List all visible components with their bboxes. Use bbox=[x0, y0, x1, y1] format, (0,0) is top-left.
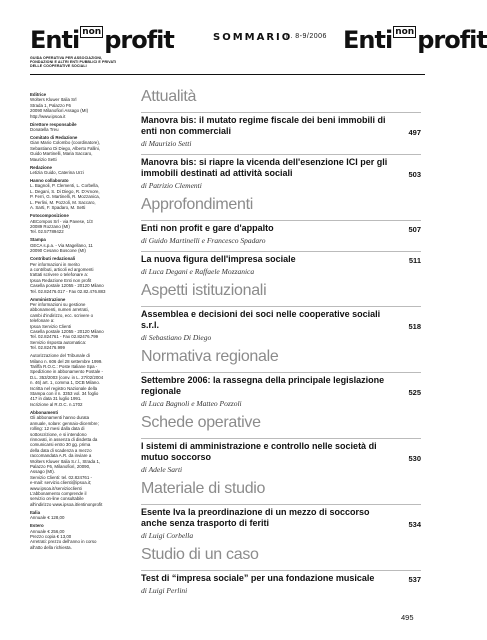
colophon-text: L. Bagnoli, P. Clementi, L. Corbella, L. Degani, S. Di Diego, R. D'Amore, P. Ferri, G. Martinelli, R. Mozzanica, L. Perlini, M. Pozzoli, M. Saccaro, A. Sarti, F. Spadaro, M. Setti bbox=[30, 183, 100, 211]
colophon-text: Per informazioni su gestione abbonamenti, numeri arretrati, cambi d'indirizzo, ecc. scrivere o telefonare a: Ipsoa Servizio Clienti Casella postale 12055 - 20120 Milano Tel. 02.824761 - Fax 02.82476.799 Servizio risposta automatica: Tel. 02.82476.999 bbox=[30, 301, 104, 351]
logo-left-word2: profit bbox=[104, 26, 174, 54]
colophon-text: GECA s.p.a. - Via Magellano, 11 20090 Cesano Boscone (MI) bbox=[30, 242, 93, 254]
article-title: Enti non profit e gare d'appalto bbox=[141, 223, 274, 233]
colophon-text: ABCompos Srl - via Pavese, 1/3 20089 Rozzano (MI) Tel. 02.57789422 bbox=[30, 218, 93, 235]
toc-section bbox=[141, 546, 421, 595]
colophon-block bbox=[30, 213, 134, 235]
article-page-number: 518 bbox=[408, 322, 421, 331]
logo-left-word1: Enti bbox=[30, 26, 80, 54]
toc-entry[interactable] bbox=[141, 504, 421, 529]
article-author: di Luca Degani e Raffaele Mozzanica bbox=[141, 267, 255, 276]
article-author: di Sebastiano Di Diego bbox=[141, 333, 212, 342]
section-title: Materiale di studio bbox=[141, 480, 266, 497]
article-title: Esente Iva la preordinazione di un mezzo di soccorso anche senza trasporto di feriti bbox=[141, 507, 370, 528]
article-author: di Luigi Corbella bbox=[141, 531, 194, 540]
section-title: Aspetti istituzionali bbox=[141, 282, 267, 299]
article-author: di Maurizio Setti bbox=[141, 139, 192, 148]
colophon-heading: Italia bbox=[30, 509, 41, 515]
colophon-heading: Editrice bbox=[30, 92, 47, 97]
colophon-block bbox=[30, 178, 134, 210]
colophon-block bbox=[30, 92, 134, 119]
colophon-block bbox=[30, 353, 134, 407]
colophon-text: Annuale € 128,00 bbox=[30, 515, 65, 521]
toc-entry[interactable] bbox=[141, 306, 421, 331]
logo-subtitle: GUIDA OPERATIVA PER ASSOCIAZIONI, FONDAZIONI E ALTRI ENTI PUBBLICI E PRIVATI DELLE COOPERATIVE SOCIALI bbox=[30, 56, 117, 69]
article-author: di Patrizio Clementi bbox=[141, 181, 202, 190]
colophon-heading: Redazione bbox=[30, 164, 52, 170]
colophon-heading: Contributi redazionali bbox=[30, 256, 76, 262]
article-page-number: 530 bbox=[408, 454, 421, 463]
logo-right-word2: profit bbox=[417, 26, 487, 54]
colophon-heading: Fotocomposizione bbox=[30, 213, 69, 219]
article-page-number: 537 bbox=[408, 575, 421, 584]
table-of-contents bbox=[141, 88, 421, 601]
issue-number: n. 8-9/2006 bbox=[286, 33, 327, 40]
colophon-heading: Amministrazione bbox=[30, 296, 66, 302]
colophon-heading: Abbonamenti bbox=[30, 409, 59, 415]
colophon-text: Autorizzazione del Tribunale di Milano n. 606 del 28 settembre 1999. Tariffa R.O.C.: Poste Italiane Spa - Spedizione in abbonamento Postale - D.L. 353/2003 (conv. in L. 27/02/2004 n. 46) art. 1, comma 1, DCB Milano. Iscritta nel registro Nazionale della Stampa con il n. 3353 vol. 34 foglio 417 in data 31 luglio 1991. Iscrizione al R.O.C. n.1702 bbox=[30, 353, 104, 407]
toc-entry[interactable] bbox=[141, 251, 421, 265]
colophon-block bbox=[30, 122, 134, 133]
logo-left bbox=[30, 28, 174, 52]
toc-section bbox=[141, 480, 421, 540]
colophon-block bbox=[30, 523, 134, 550]
toc-entry[interactable] bbox=[141, 438, 421, 463]
colophon-text: Donatella Treu bbox=[30, 127, 59, 133]
colophon bbox=[30, 92, 134, 553]
colophon-text: Gli abbonamenti hanno durata annuale, solare: gennaio-dicembre; rolling: 12 mesi dalla data di sottoscrizione, e si intendono rinnovati, in assenza di disdetta da comunicarsi entro 30 gg. prima della data di scadenza a mezzo raccomandata A.R. da inviare a Wolters Kluwer Italia S.r.l., Strada 1, Palazzo F6, Milanofiori, 20090, Assago (MI). Servizio Clienti: tel. 02.824761 - e-mail: servizio.clienti@ipsoa.it; www.ipsoa.it/servizioclienti L'abbonamento comprende il servizio on-line consultabile all'indirizzo www.ipsoa.it/entinonprofit bbox=[30, 415, 103, 507]
article-title: La nuova figura dell'impresa sociale bbox=[141, 254, 296, 264]
colophon-block bbox=[30, 256, 134, 294]
colophon-heading: Comitato di Redazione bbox=[30, 135, 78, 141]
article-author: di Luigi Perlini bbox=[141, 586, 188, 595]
article-page-number: 497 bbox=[408, 128, 421, 137]
article-title: Assemblea e decisioni dei soci nelle cooperative sociali s.r.l. bbox=[141, 309, 381, 330]
header-rule bbox=[30, 74, 425, 75]
toc-entry[interactable] bbox=[141, 372, 421, 397]
article-page-number: 511 bbox=[408, 256, 421, 265]
toc-entry[interactable] bbox=[141, 570, 421, 584]
colophon-text: Letizia Guido, Caterina Urzi bbox=[30, 170, 84, 176]
toc-section bbox=[141, 282, 421, 342]
colophon-text: Wolters Kluwer Italia Srl Strada 1, Palazzo F6 20090 Milanofiori Assago (MI) http://www.ipsoa.it bbox=[30, 97, 89, 119]
article-page-number: 503 bbox=[408, 170, 421, 179]
toc-section bbox=[141, 414, 421, 474]
toc-entry[interactable] bbox=[141, 154, 421, 179]
logo-right-word1: Enti bbox=[343, 26, 393, 54]
logo-right-small: non bbox=[395, 27, 415, 37]
colophon-heading: Hanno collaborato bbox=[30, 178, 69, 184]
section-title: Normativa regionale bbox=[141, 348, 279, 365]
toc-section bbox=[141, 348, 421, 408]
section-title: Attualità bbox=[141, 88, 197, 105]
toc-entry[interactable] bbox=[141, 220, 421, 234]
article-page-number: 507 bbox=[408, 225, 421, 234]
page-number: 495 bbox=[401, 613, 414, 622]
article-author: di Adele Sarti bbox=[141, 465, 183, 474]
article-title: Test di “impresa sociale” per una fondazione musicale bbox=[141, 573, 375, 583]
article-page-number: 525 bbox=[408, 388, 421, 397]
colophon-text: Per informazioni in merito a contributi, articoli ed argomenti trattati scrivere o telefonare a: Ipsoa Redazione Enti non profit Casella postale 12055 - 20120 Milano Tel. 02.82476.017 - Fax 02.82.476.883 bbox=[30, 261, 106, 294]
colophon-block bbox=[30, 165, 134, 176]
colophon-heading: Stampa bbox=[30, 237, 46, 243]
colophon-block bbox=[30, 297, 134, 351]
article-page-number: 534 bbox=[408, 520, 421, 529]
toc-entry[interactable] bbox=[141, 112, 421, 137]
article-author: di Luca Bagnoli e Matteo Pozzoli bbox=[141, 399, 242, 408]
colophon-block bbox=[30, 135, 134, 162]
section-title: Approfondimenti bbox=[141, 196, 254, 213]
colophon-block bbox=[30, 410, 134, 507]
article-author: di Guido Martinelli e Francesco Spadaro bbox=[141, 236, 266, 245]
article-title: Settembre 2006: la rassegna della principale legislazione regionale bbox=[141, 375, 385, 396]
article-title: Manovra bis: si riapre la vicenda dell'esenzione ICI per gli immobili destinati ad attività sociali bbox=[141, 157, 388, 178]
page-title: SOMMARIO bbox=[213, 32, 293, 43]
logo-left-small: non bbox=[82, 27, 102, 37]
colophon-block bbox=[30, 510, 134, 521]
toc-section bbox=[141, 88, 421, 190]
colophon-block bbox=[30, 237, 134, 253]
colophon-text: Gian Mario Colombo (coordinatore), Sebastiano Di Diego, Alberto Fallini, Guido Martinelli, Maria Saccaro, Maurizio Setti bbox=[30, 140, 101, 162]
article-title: I sistemi di amministrazione e controllo nelle società di mutuo soccorso bbox=[141, 441, 377, 462]
toc-section bbox=[141, 196, 421, 276]
colophon-heading: Direttore responsabile bbox=[30, 121, 77, 127]
article-title: Manovra bis: il mutato regime fiscale dei beni immobili di enti non commerciali bbox=[141, 115, 386, 136]
colophon-text: Annuale € 256,00 Prezzo copia € 13,00 Arretrati: prezzo dell'anno in corso all'atto della richiesta. bbox=[30, 528, 97, 550]
section-title: Studio di un caso bbox=[141, 546, 259, 563]
logo-right bbox=[343, 28, 487, 52]
section-title: Schede operative bbox=[141, 414, 261, 431]
colophon-heading: Estero bbox=[30, 523, 44, 529]
